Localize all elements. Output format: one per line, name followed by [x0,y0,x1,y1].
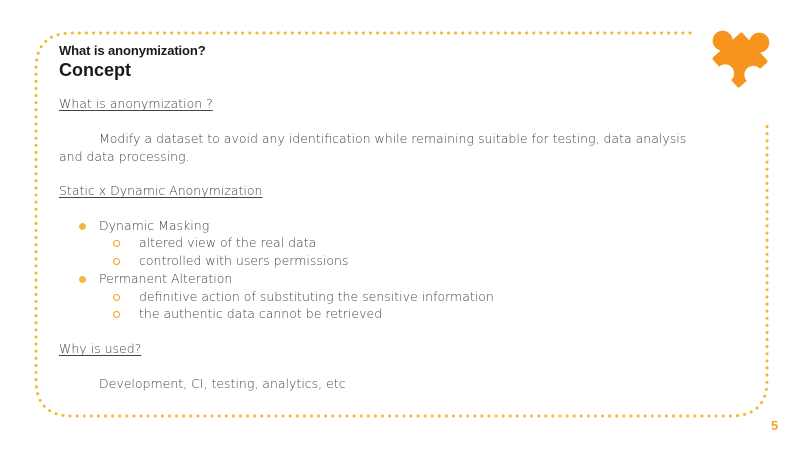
definition-line-2: and data processing. [59,149,190,164]
section-heading-why: Why is used? [59,341,142,356]
bullet-permanent-alteration: Permanent Alteration [99,271,233,286]
sub-bullet-ring [113,294,120,301]
bullet-dot-1 [79,223,86,230]
sub-bullet-cannot-retrieve: the authentic data cannot be retrieved [139,306,383,321]
sub-bullet-ring [113,311,120,318]
sub-bullet-ring [113,240,120,247]
slide-kicker: What is anonymization? [59,43,206,58]
slide-title: Concept [59,60,131,80]
sub-bullet-controlled: controlled with users permissions [139,253,349,268]
bullet-dynamic-masking: Dynamic Masking [99,218,210,233]
sub-bullet-altered-view: altered view of the real data [139,235,317,250]
bullet-dot-2 [79,276,86,283]
definition-line-1: Modify a dataset to avoid any identification while remaining suitable for testing, data analysis [99,131,687,146]
page-number: 5 [771,418,779,433]
sub-bullet-definitive-action: definitive action of substituting the sensitive information [139,289,494,304]
sub-bullet-ring [113,258,120,265]
section-heading-what: What is anonymization ? [59,96,213,111]
why-used-text: Development, CI, testing, analytics, etc [99,376,346,391]
section-heading-static-dynamic: Static x Dynamic Anonymization [59,183,263,198]
puzzle-piece-icon [700,20,780,100]
